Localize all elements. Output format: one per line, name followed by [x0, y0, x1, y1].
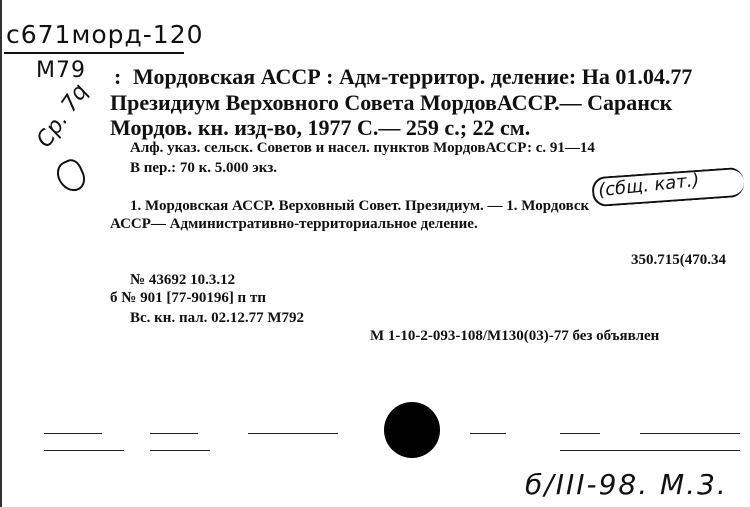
index-code: М 1-10-2-093-108/М130(03)-77 без объявлен — [370, 328, 660, 344]
subject-heading-1: 1. Мордовская АССР. Верховный Совет. Президиум. — 1. Мордовск — [130, 198, 590, 214]
title-line-2: Президиум Верховного Совета МордовАССР.— Саранск — [110, 90, 673, 115]
index-note: Алф. указ. сельск. Советов и насел. пунктов МордовАССР: с. 91—14 — [130, 140, 595, 156]
card-left-edge — [0, 0, 2, 507]
handwritten-margin-note: Ср. 7q — [32, 79, 94, 153]
guide-line — [560, 433, 600, 434]
classification-number: 350.715(470.34 — [631, 252, 726, 268]
handwritten-bottom-stamp: б/III-98. М.3. — [525, 468, 728, 501]
guide-line — [150, 450, 210, 451]
subject-heading-2: АССР— Административно-территориальное деление. — [110, 216, 478, 232]
record-number: № 43692 10.3.12 — [130, 272, 236, 288]
handwritten-shelf-mark: М79 — [36, 58, 86, 83]
entry-colon: : — [114, 64, 122, 89]
guide-line — [640, 433, 740, 434]
guide-line — [44, 450, 124, 451]
card-punch-hole — [384, 402, 440, 458]
handwritten-side-note: (сбщ. кат.) — [597, 169, 701, 202]
guide-line — [44, 433, 102, 434]
price-note: В пер.: 70 к. 5.000 экз. — [130, 160, 277, 176]
guide-line — [560, 450, 740, 451]
handwritten-call-code: с671морд-120 — [6, 20, 204, 49]
handwritten-scribble — [52, 156, 89, 196]
guide-line — [150, 433, 198, 434]
title-line-1: Мордовская АССР : Адм-территор. деление: На 01.04.77 — [133, 64, 693, 89]
call-code-underline — [4, 52, 184, 54]
guide-line — [470, 433, 506, 434]
catalog-date: Вс. кн. пал. 02.12.77 М792 — [130, 310, 305, 326]
guide-line — [248, 433, 338, 434]
order-number: б № 901 [77-90196] п тп — [110, 290, 266, 306]
title-line-3: Мордов. кн. изд-во, 1977 С.— 259 с.; 22 см. — [110, 115, 531, 140]
